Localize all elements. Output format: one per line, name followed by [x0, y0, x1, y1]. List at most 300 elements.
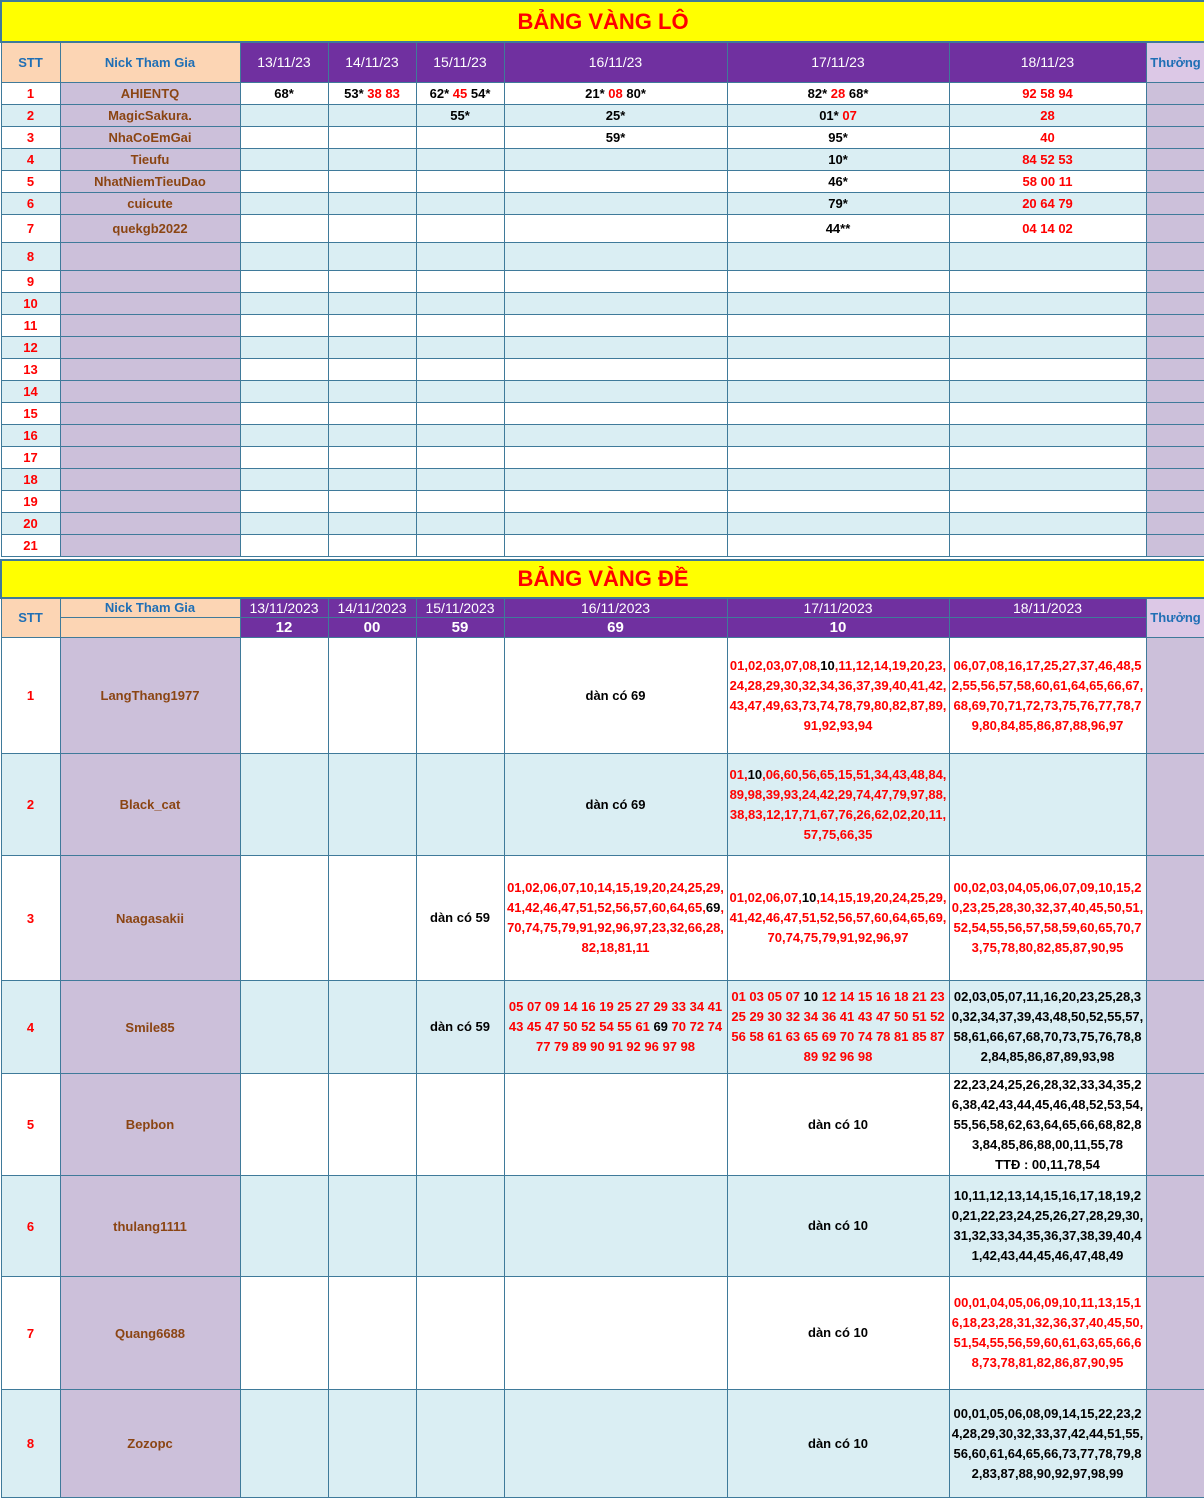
de-row [1, 1074, 1204, 1176]
de-header-date: 14/11/2023 [328, 598, 416, 618]
de-result [949, 618, 1146, 638]
lo-value-cell [328, 468, 416, 490]
de-header-date: 18/11/2023 [949, 598, 1146, 618]
lo-nick-cell: NhatNiemTieuDao [60, 170, 240, 192]
number-text: 69 [653, 1019, 668, 1034]
lo-thuong-cell [1146, 358, 1204, 380]
lo-stt-cell: 4 [1, 148, 60, 170]
lo-stt-cell: 7 [1, 214, 60, 242]
de-value-cell [949, 856, 1146, 981]
lo-stt-cell: 14 [1, 380, 60, 402]
de-result: 69 [504, 618, 727, 638]
de-header-date: 17/11/2023 [727, 598, 949, 618]
lo-value-cell [949, 170, 1146, 192]
lo-stt-cell: 10 [1, 292, 60, 314]
number-text: dàn có 59 [430, 1019, 490, 1034]
lo-value-cell [416, 214, 504, 242]
de-value-cell [240, 638, 328, 754]
number-text: dàn có 10 [808, 1218, 868, 1233]
lo-value-cell [328, 402, 416, 424]
lo-nick-cell [60, 402, 240, 424]
number-text: 28 [1040, 107, 1055, 123]
lo-value-cell [328, 534, 416, 556]
lo-value-cell [240, 446, 328, 468]
de-value-cell [949, 754, 1146, 856]
lo-value-cell [949, 292, 1146, 314]
lo-row [1, 424, 1204, 446]
lo-value-cell [949, 214, 1146, 242]
number-text: 00,02,03,04,05,06,07,09,10,15,20,23,25,28,30,32,37,40,45,50,51,52,54,55,56,57,58,59,60,65,70,73,75,78,80,82,85,87,90,95 [951, 880, 1144, 955]
de-value-cell [727, 1074, 949, 1176]
de-value-cell [949, 1074, 1146, 1176]
de-value-cell [328, 981, 416, 1074]
number-text: 10 [803, 989, 819, 1004]
lo-row [1, 358, 1204, 380]
number-text: 25* [605, 107, 626, 123]
lo-header-stt: STT [1, 42, 60, 82]
number-text: 07 [842, 107, 857, 123]
de-stt-cell: 8 [1, 1390, 60, 1498]
number-text: ,14,15,19,20,24,25,29,41,42,46,47,51,52,56,57,60,64,65,69,70,74,75,79,91,92,96,97 [729, 890, 947, 945]
de-stt-cell: 1 [1, 638, 60, 754]
lo-value-cell [328, 358, 416, 380]
lo-nick-cell: AHIENTQ [60, 82, 240, 104]
lo-stt-cell: 11 [1, 314, 60, 336]
number-text: 01* [819, 107, 839, 123]
de-value-cell [416, 1277, 504, 1390]
de-value-cell [416, 981, 504, 1074]
lo-value-cell [727, 292, 949, 314]
lo-value-cell [240, 148, 328, 170]
de-value-cell [727, 754, 949, 856]
number-text: 21* [585, 85, 605, 101]
lo-value-cell [727, 270, 949, 292]
number-text: 00,01,05,06,08,09,14,15,22,23,24,28,29,30,32,33,37,42,44,51,55,56,60,61,64,65,66,73,77,78,79,82,83,87,88,90,92,97,98,99 [951, 1405, 1144, 1481]
lo-row [1, 380, 1204, 402]
lo-stt-cell: 1 [1, 82, 60, 104]
lo-header-date: 17/11/23 [727, 42, 949, 82]
lo-thuong-cell [1146, 402, 1204, 424]
de-stt-cell: 3 [1, 856, 60, 981]
lo-value-cell [328, 380, 416, 402]
de-value-cell [416, 856, 504, 981]
lo-thuong-cell [1146, 242, 1204, 270]
de-value-cell [504, 754, 727, 856]
lo-value-cell [416, 242, 504, 270]
number-text: 54* [470, 85, 491, 101]
number-text: 08 [608, 85, 623, 101]
de-value-cell [240, 1176, 328, 1277]
lo-thuong-cell [1146, 336, 1204, 358]
lo-value-cell [504, 336, 727, 358]
number-text: 12 14 15 16 18 21 23 25 29 30 32 34 36 41 43 47 50 51 52 56 58 61 63 65 69 70 74 78 81 85 87 89 92 96 98 [731, 989, 945, 1064]
lo-value-cell [240, 82, 328, 104]
de-value-cell [504, 981, 727, 1074]
lo-value-cell [949, 424, 1146, 446]
lo-row [1, 292, 1204, 314]
lo-value-cell [328, 214, 416, 242]
lo-value-cell [416, 170, 504, 192]
de-thuong-cell [1146, 981, 1204, 1074]
lo-value-cell [416, 380, 504, 402]
de-value-cell [504, 856, 727, 981]
number-text: 40 [1040, 129, 1055, 145]
lo-value-cell [949, 446, 1146, 468]
de-header-thuong: Thưởng [1146, 598, 1204, 638]
lo-thuong-cell [1146, 534, 1204, 556]
number-text: TTĐ : 00,11,78,54 [995, 1156, 1100, 1172]
de-stt-cell: 2 [1, 754, 60, 856]
lo-nick-cell [60, 446, 240, 468]
de-stt-cell: 4 [1, 981, 60, 1074]
number-text: 01, [729, 766, 748, 782]
de-thuong-cell [1146, 1277, 1204, 1390]
lo-thuong-cell [1146, 490, 1204, 512]
lo-value-cell [727, 380, 949, 402]
de-row [1, 1390, 1204, 1498]
lo-stt-cell: 2 [1, 104, 60, 126]
lo-header-thuong: Thưởng [1146, 42, 1204, 82]
lo-stt-cell: 20 [1, 512, 60, 534]
lo-value-cell [949, 380, 1146, 402]
lo-value-cell [328, 104, 416, 126]
lo-stt-cell: 5 [1, 170, 60, 192]
de-thuong-cell [1146, 856, 1204, 981]
number-text: 68* [274, 85, 294, 101]
lo-value-cell [504, 82, 727, 104]
de-thuong-cell [1146, 638, 1204, 754]
lo-row [1, 242, 1204, 270]
number-text: 01,02,06,07, [729, 890, 802, 905]
lo-value-cell [504, 512, 727, 534]
de-result: 00 [328, 618, 416, 638]
lo-value-cell [727, 402, 949, 424]
de-row [1, 638, 1204, 754]
lo-stt-cell: 17 [1, 446, 60, 468]
lo-value-cell [240, 468, 328, 490]
lo-value-cell [328, 270, 416, 292]
lo-nick-cell [60, 242, 240, 270]
lo-value-cell [504, 270, 727, 292]
number-text: 10,11,12,13,14,15,16,17,18,19,20,21,22,23,24,25,26,27,28,29,30,31,32,33,34,35,36,37,38,39,40,41,42,43,44,45,46,47,48,49 [951, 1188, 1144, 1263]
de-value-cell [328, 638, 416, 754]
lo-value-cell [416, 82, 504, 104]
number-text: 10* [828, 151, 848, 167]
lo-value-cell [504, 104, 727, 126]
de-value-cell [949, 981, 1146, 1074]
lo-row [1, 490, 1204, 512]
number-text: 10 [747, 766, 763, 782]
de-value-cell [727, 638, 949, 754]
lo-value-cell [416, 270, 504, 292]
lo-thuong-cell [1146, 468, 1204, 490]
lo-value-cell [328, 126, 416, 148]
de-value-cell [240, 1074, 328, 1176]
lo-thuong-cell [1146, 314, 1204, 336]
lo-value-cell [328, 192, 416, 214]
lo-nick-cell: quekgb2022 [60, 214, 240, 242]
lo-value-cell [949, 468, 1146, 490]
lo-value-cell [949, 148, 1146, 170]
lo-value-cell [328, 336, 416, 358]
lo-value-cell [328, 490, 416, 512]
de-value-cell [328, 1390, 416, 1498]
number-text: 01 03 05 07 [731, 989, 804, 1004]
lo-value-cell [416, 336, 504, 358]
number-text: 69 [705, 900, 721, 915]
de-nick-cell: LangThang1977 [60, 638, 240, 754]
de-value-cell [328, 856, 416, 981]
de-nick-cell: Quang6688 [60, 1277, 240, 1390]
lo-value-cell [416, 402, 504, 424]
lo-value-cell [727, 490, 949, 512]
lo-value-cell [504, 446, 727, 468]
number-text: 80* [626, 85, 646, 101]
lo-stt-cell: 9 [1, 270, 60, 292]
lo-value-cell [504, 314, 727, 336]
number-text: 06,07,08,16,17,25,27,37,46,48,52,55,56,57,58,60,61,64,65,66,67,68,69,70,71,72,73,75,76,77,78,79,80,84,85,86,87,88,96,97 [951, 657, 1144, 733]
lo-value-cell [328, 242, 416, 270]
lo-row [1, 148, 1204, 170]
number-text: 82* [807, 85, 828, 101]
lo-value-cell [240, 380, 328, 402]
lo-nick-cell: NhaCoEmGai [60, 126, 240, 148]
lo-row [1, 402, 1204, 424]
lo-value-cell [504, 192, 727, 214]
number-text: 84 52 53 [1022, 151, 1073, 167]
number-text: 55* [450, 107, 470, 123]
lo-value-cell [328, 424, 416, 446]
lo-row [1, 170, 1204, 192]
lo-value-cell [727, 192, 949, 214]
lo-row [1, 82, 1204, 104]
de-value-cell [416, 638, 504, 754]
de-result: 12 [240, 618, 328, 638]
lo-row [1, 104, 1204, 126]
lo-value-cell [240, 358, 328, 380]
lo-thuong-cell [1146, 82, 1204, 104]
lo-value-cell [328, 446, 416, 468]
de-row [1, 1277, 1204, 1390]
de-header-nick: Nick Tham Gia [60, 598, 240, 618]
bang-vang-lo [1, 1, 1204, 556]
lo-value-cell [949, 490, 1146, 512]
lo-thuong-cell [1146, 148, 1204, 170]
lo-value-cell [949, 82, 1146, 104]
lo-value-cell [504, 292, 727, 314]
de-value-cell [727, 981, 949, 1074]
de-thuong-cell [1146, 754, 1204, 856]
de-value-cell [727, 856, 949, 981]
lo-nick-cell [60, 314, 240, 336]
lo-value-cell [727, 358, 949, 380]
lo-thuong-cell [1146, 292, 1204, 314]
de-stt-cell: 6 [1, 1176, 60, 1277]
lo-nick-cell [60, 270, 240, 292]
de-nick-cell: Smile85 [60, 981, 240, 1074]
number-text: ,11,12,14,19,20,23,24,28,29,30,32,34,36,37,39,40,41,42,43,47,49,63,73,74,78,79,80,82,87,89,91,92,93,94 [729, 657, 947, 733]
de-header-date: 15/11/2023 [416, 598, 504, 618]
lo-value-cell [504, 242, 727, 270]
number-text: 22,23,24,25,26,28,32,33,34,35,26,38,42,43,44,45,46,48,52,53,54,55,56,58,62,63,64,65,66,68,82,83,84,85,86,88,00,11,55,78 [951, 1076, 1144, 1152]
number-text: dàn có 10 [808, 1116, 868, 1132]
lo-stt-cell: 21 [1, 534, 60, 556]
lo-value-cell [240, 242, 328, 270]
lo-value-cell [727, 314, 949, 336]
number-text: 44** [825, 220, 851, 236]
de-value-cell [727, 1390, 949, 1498]
lo-value-cell [416, 314, 504, 336]
de-thuong-cell [1146, 1074, 1204, 1176]
lo-value-cell [504, 170, 727, 192]
lo-value-cell [416, 358, 504, 380]
lo-value-cell [416, 490, 504, 512]
lo-stt-cell: 12 [1, 336, 60, 358]
lo-nick-cell [60, 380, 240, 402]
lo-value-cell [727, 336, 949, 358]
lo-nick-cell: Tieufu [60, 148, 240, 170]
de-value-cell [949, 1277, 1146, 1390]
lo-header-date: 14/11/23 [328, 42, 416, 82]
lo-value-cell [727, 170, 949, 192]
number-text: 38 83 [367, 85, 400, 101]
lo-thuong-cell [1146, 380, 1204, 402]
lo-value-cell [727, 534, 949, 556]
lo-value-cell [727, 242, 949, 270]
lo-value-cell [240, 126, 328, 148]
lo-value-cell [949, 534, 1146, 556]
de-row [1, 1176, 1204, 1277]
lo-value-cell [328, 292, 416, 314]
de-stt-cell: 7 [1, 1277, 60, 1390]
lo-row [1, 270, 1204, 292]
lo-stt-cell: 8 [1, 242, 60, 270]
lo-value-cell [416, 534, 504, 556]
lo-value-cell [727, 512, 949, 534]
number-text: 45 [452, 85, 468, 101]
lo-value-cell [416, 148, 504, 170]
lo-value-cell [416, 192, 504, 214]
number-text: 05 07 09 14 16 19 25 27 29 33 34 41 43 45 47 50 52 54 55 61 [508, 999, 723, 1034]
de-value-cell [416, 1074, 504, 1176]
lo-header-date: 18/11/23 [949, 42, 1146, 82]
lo-header-nick: Nick Tham Gia [60, 42, 240, 82]
lo-value-cell [416, 512, 504, 534]
de-header-date: 16/11/2023 [504, 598, 727, 618]
lo-nick-cell [60, 512, 240, 534]
lo-value-cell [240, 534, 328, 556]
lo-header-date: 13/11/23 [240, 42, 328, 82]
lo-value-cell [328, 82, 416, 104]
de-value-cell [949, 1390, 1146, 1498]
lo-nick-cell [60, 534, 240, 556]
lo-value-cell [328, 512, 416, 534]
de-header-nick-blank [60, 618, 240, 638]
lo-value-cell [949, 402, 1146, 424]
lo-value-cell [727, 148, 949, 170]
number-text: 79* [828, 195, 848, 211]
de-result: 10 [727, 618, 949, 638]
lo-value-cell [727, 214, 949, 242]
de-nick-cell: Bepbon [60, 1074, 240, 1176]
de-value-cell [328, 1277, 416, 1390]
lo-nick-cell: MagicSakura. [60, 104, 240, 126]
lo-value-cell [727, 82, 949, 104]
lo-header-date: 16/11/23 [504, 42, 727, 82]
lo-value-cell [240, 424, 328, 446]
lo-value-cell [949, 512, 1146, 534]
number-text: dàn có 69 [585, 687, 646, 703]
lo-thuong-cell [1146, 270, 1204, 292]
de-value-cell [240, 754, 328, 856]
number-text: 59* [605, 129, 626, 145]
lo-value-cell [504, 402, 727, 424]
de-row [1, 981, 1204, 1074]
lo-thuong-cell [1146, 192, 1204, 214]
number-text: dàn có 59 [430, 910, 490, 925]
number-text: dàn có 10 [808, 1435, 868, 1451]
number-text: dàn có 10 [808, 1325, 868, 1340]
lo-value-cell [504, 490, 727, 512]
lo-stt-cell: 13 [1, 358, 60, 380]
lo-value-cell [416, 446, 504, 468]
number-text: 10 [801, 890, 817, 905]
lo-value-cell [240, 214, 328, 242]
lo-thuong-cell [1146, 170, 1204, 192]
number-text: 68* [848, 85, 869, 101]
lo-value-cell [949, 126, 1146, 148]
lo-value-cell [240, 314, 328, 336]
de-value-cell [504, 1074, 727, 1176]
lo-stt-cell: 6 [1, 192, 60, 214]
lo-row [1, 192, 1204, 214]
lo-stt-cell: 15 [1, 402, 60, 424]
lo-value-cell [240, 292, 328, 314]
lo-value-cell [949, 358, 1146, 380]
number-text: 95* [828, 129, 848, 145]
lo-value-cell [504, 214, 727, 242]
lo-value-cell [504, 126, 727, 148]
lo-value-cell [328, 314, 416, 336]
lo-thuong-cell [1146, 214, 1204, 242]
lo-nick-cell [60, 490, 240, 512]
number-text: 01,02,03,07,08, [729, 657, 821, 673]
number-text: 02,03,05,07,11,16,20,23,25,28,30,32,34,37,39,43,48,50,52,55,57,58,61,66,67,68,70,73,75,76,78,82,84,85,86,87,89,93,98 [951, 989, 1144, 1064]
lo-row [1, 126, 1204, 148]
lo-value-cell [240, 512, 328, 534]
lo-row [1, 512, 1204, 534]
lo-value-cell [240, 270, 328, 292]
lo-value-cell [504, 424, 727, 446]
lo-stt-cell: 3 [1, 126, 60, 148]
number-text: 62* [429, 85, 450, 101]
lo-nick-cell [60, 424, 240, 446]
de-value-cell [949, 638, 1146, 754]
lo-thuong-cell [1146, 512, 1204, 534]
de-stt-cell: 5 [1, 1074, 60, 1176]
lo-value-cell [504, 358, 727, 380]
lo-value-cell [240, 170, 328, 192]
de-value-cell [949, 1176, 1146, 1277]
lo-value-cell [727, 468, 949, 490]
lo-thuong-cell [1146, 424, 1204, 446]
lo-value-cell [727, 424, 949, 446]
lo-value-cell [949, 104, 1146, 126]
lo-thuong-cell [1146, 126, 1204, 148]
lo-value-cell [240, 192, 328, 214]
de-value-cell [328, 754, 416, 856]
lo-value-cell [240, 402, 328, 424]
